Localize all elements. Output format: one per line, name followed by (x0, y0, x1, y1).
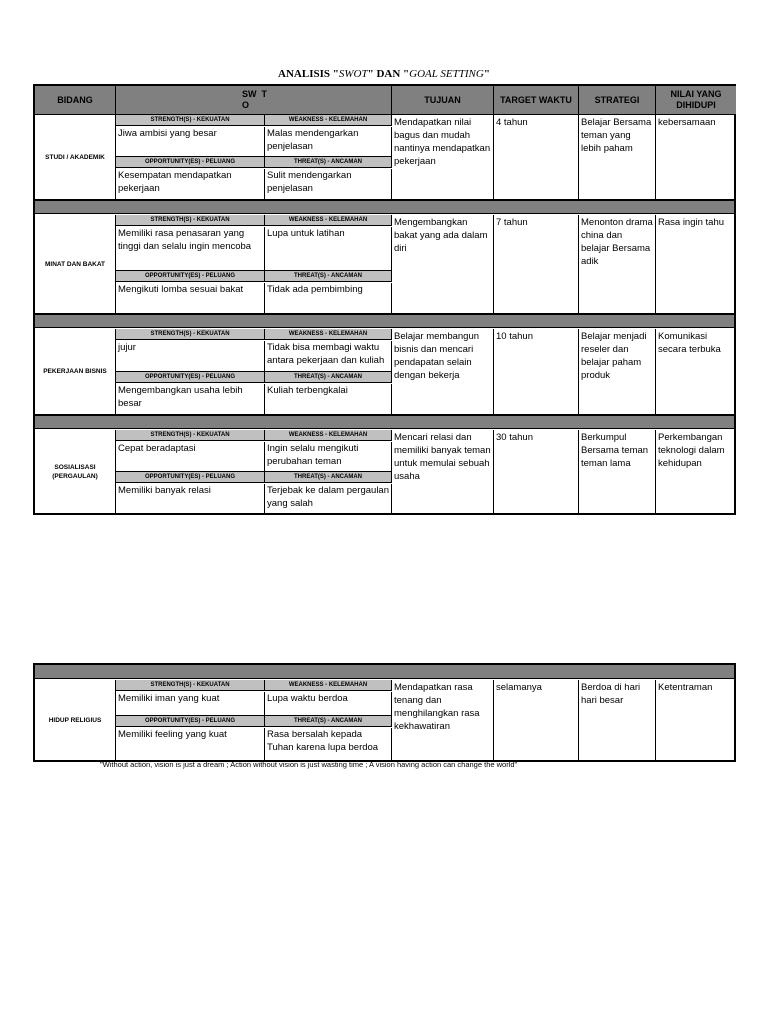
weakness-label: WEAKNESS - KELEMAHAN (265, 215, 392, 226)
bidang-cell: SOSIALISASI (PERGAULAN) (35, 430, 116, 515)
strategi-cell: Berdoa di hari hari besar (579, 680, 656, 762)
opportunity-text: Mengembangkan usaha lebih besar (116, 384, 265, 415)
header-target: TARGET WAKTU (494, 86, 579, 114)
swot-table-religius (33, 663, 736, 762)
bidang-cell: PEKERJAAN BISNIS (35, 329, 116, 415)
nilai-cell: Rasa ingin tahu (656, 215, 736, 314)
threat-label: THREAT(S) - ANCAMAN (265, 472, 392, 483)
tujuan-cell: Mengembangkan bakat yang ada dalam diri (392, 215, 494, 314)
row-separator (35, 314, 734, 328)
nilai-cell: Ketentraman (656, 680, 736, 762)
strength-label: STRENGTH(S) - KEKUATAN (116, 215, 265, 226)
strength-text: Memiliki iman yang kuat (116, 692, 265, 716)
bidang-cell: MINAT DAN BAKAT (35, 215, 116, 314)
header-swot: SW T O (116, 86, 392, 114)
weakness-text: Lupa waktu berdoa (265, 692, 392, 716)
weakness-label: WEAKNESS - KELEMAHAN (265, 680, 392, 691)
tujuan-cell: Mencari relasi dan memiliki banyak teman untuk memulai sebuah usaha (392, 430, 494, 515)
opportunity-label: OPPORTUNITY(ES) - PELUANG (116, 157, 265, 168)
target-cell: 10 tahun (494, 329, 579, 415)
strength-text: Memiliki rasa penasaran yang tinggi dan selalu ingin mencoba (116, 227, 265, 271)
threat-label: THREAT(S) - ANCAMAN (265, 716, 392, 727)
weakness-text: Tidak bisa membagi waktu antara pekerjaan dan kuliah (265, 341, 392, 372)
quote-text: "Without action, vision is just a dream ; Action without vision is just wasting time ; A vision having action can change the world" (100, 760, 518, 769)
strength-text: Cepat beradaptasi (116, 442, 265, 472)
page-title: ANALISIS "SWOT" DAN "GOAL SETTING" (278, 68, 490, 80)
strength-label: STRENGTH(S) - KEKUATAN (116, 680, 265, 691)
row-separator (35, 415, 734, 429)
threat-text: Tidak ada pembimbing (265, 283, 392, 314)
threat-text: Rasa bersalah kepada Tuhan karena lupa berdoa (265, 728, 392, 762)
row-separator (35, 665, 734, 679)
strategi-cell: Belajar menjadi reseler dan belajar paham produk (579, 329, 656, 415)
strategi-cell: Berkumpul Bersama teman teman lama (579, 430, 656, 515)
threat-label: THREAT(S) - ANCAMAN (265, 271, 392, 282)
target-cell: 4 tahun (494, 115, 579, 200)
header-strategi: STRATEGI (579, 86, 656, 114)
nilai-cell: Komunikasi secara terbuka (656, 329, 736, 415)
weakness-label: WEAKNESS - KELEMAHAN (265, 115, 392, 126)
swot-table (33, 84, 736, 515)
tujuan-cell: Mendapatkan rasa tenang dan menghilangkan rasa kekhawatiran (392, 680, 494, 762)
opportunity-text: Memiliki feeling yang kuat (116, 728, 265, 762)
opportunity-label: OPPORTUNITY(ES) - PELUANG (116, 372, 265, 383)
tujuan-cell: Mendapatkan nilai bagus dan mudah nantinya mendapatkan pekerjaan (392, 115, 494, 200)
header-tujuan: TUJUAN (392, 86, 494, 114)
threat-text: Kuliah terbengkalai (265, 384, 392, 415)
opportunity-text: Kesempatan mendapatkan pekerjaan (116, 169, 265, 200)
threat-text: Sulit mendengarkan penjelasan (265, 169, 392, 200)
opportunity-text: Memiliki banyak relasi (116, 484, 265, 515)
weakness-text: Ingin selalu mengikuti perubahan teman (265, 442, 392, 472)
opportunity-label: OPPORTUNITY(ES) - PELUANG (116, 716, 265, 727)
target-cell: selamanya (494, 680, 579, 762)
target-cell: 30 tahun (494, 430, 579, 515)
strength-text: jujur (116, 341, 265, 372)
threat-label: THREAT(S) - ANCAMAN (265, 157, 392, 168)
strength-label: STRENGTH(S) - KEKUATAN (116, 115, 265, 126)
row-separator (35, 200, 734, 214)
strategi-cell: Menonton drama china dan belajar Bersama adik (579, 215, 656, 314)
weakness-text: Lupa untuk latihan (265, 227, 392, 271)
strength-label: STRENGTH(S) - KEKUATAN (116, 430, 265, 441)
opportunity-label: OPPORTUNITY(ES) - PELUANG (116, 472, 265, 483)
opportunity-label: OPPORTUNITY(ES) - PELUANG (116, 271, 265, 282)
threat-text: Terjebak ke dalam pergaulan yang salah (265, 484, 392, 515)
weakness-label: WEAKNESS - KELEMAHAN (265, 430, 392, 441)
weakness-text: Malas mendengarkan penjelasan (265, 127, 392, 157)
nilai-cell: kebersamaan (656, 115, 736, 200)
target-cell: 7 tahun (494, 215, 579, 314)
tujuan-cell: Belajar membangun bisnis dan mencari pendapatan selain dengan bekerja (392, 329, 494, 415)
nilai-cell: Perkembangan teknologi dalam kehidupan (656, 430, 736, 515)
strength-text: Jiwa ambisi yang besar (116, 127, 265, 157)
bidang-cell: STUDI / AKADEMIK (35, 115, 116, 200)
header-nilai: NILAI YANG DIHIDUPI (656, 86, 736, 114)
strength-label: STRENGTH(S) - KEKUATAN (116, 329, 265, 340)
strategi-cell: Belajar Bersama teman yang lebih paham (579, 115, 656, 200)
weakness-label: WEAKNESS - KELEMAHAN (265, 329, 392, 340)
bidang-cell: HIDUP RELIGIUS (35, 680, 116, 762)
opportunity-text: Mengikuti lomba sesuai bakat (116, 283, 265, 314)
header-bidang: BIDANG (35, 86, 116, 114)
threat-label: THREAT(S) - ANCAMAN (265, 372, 392, 383)
